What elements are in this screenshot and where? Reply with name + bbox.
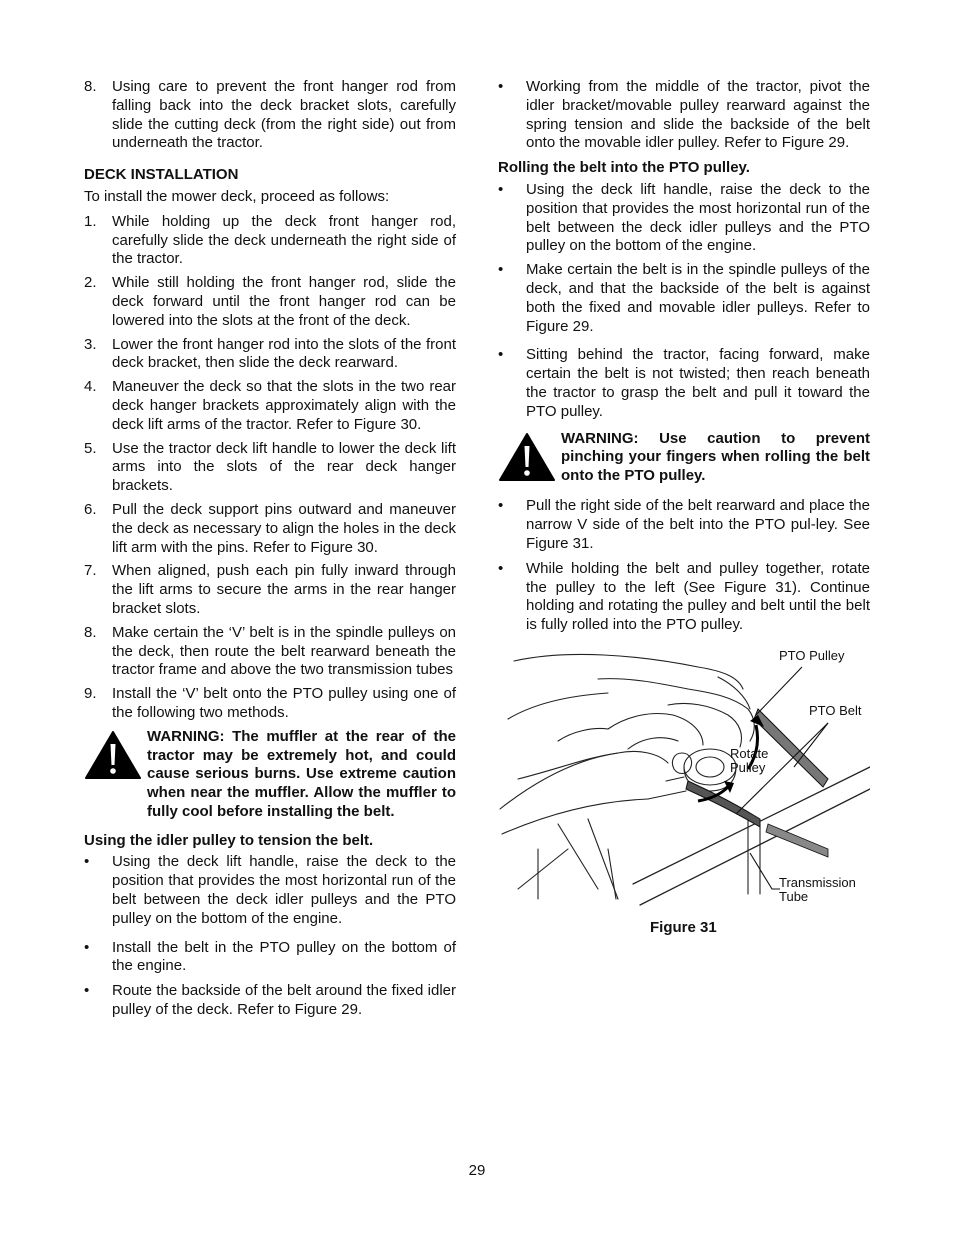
bullet-mark: •: [498, 497, 504, 515]
step-text: Pull the deck support pins outward and maneuver the deck as necessary to align the holes in the deck lift arm with the pins. Refer to Figure 30.: [112, 500, 456, 556]
muffler-warning: [84, 728, 456, 822]
step-text: Using care to prevent the front hanger rod from falling back into the deck bracket slots, carefully slide the cutting deck (from the right side) out from underneath the tractor.: [112, 78, 456, 152]
step-text: When aligned, push each pin fully inward through the lift arms to secure the arms in the rear hanger bracket slots.: [112, 562, 456, 617]
idler-bullet-2: [84, 939, 456, 977]
step-number: 7.: [84, 562, 97, 580]
step-number: 8.: [84, 78, 97, 95]
rotate-pulley-bullet: [498, 560, 870, 635]
pinch-warning: [498, 430, 870, 488]
step-number: 6.: [84, 500, 97, 518]
bullet-mark: •: [84, 853, 90, 871]
bullet-mark: •: [498, 346, 504, 364]
right-column: [498, 78, 870, 938]
step-number: 4.: [84, 378, 97, 396]
bullet-text: Working from the middle of the tractor, pivot the idler bracket/movable pulley rearward against the spring tension and slide the backside of the belt onto the movable idler pulley. Refer to Figure 29.: [526, 78, 870, 152]
step-text: Make certain the ‘V’ belt is in the spindle pulleys on the deck, then route the belt rearward beneath the tractor frame and above the two transmission tubes: [112, 623, 456, 679]
install-step-5: [84, 440, 456, 496]
figure-caption: Figure 31: [650, 918, 717, 936]
install-step-9: [84, 685, 456, 723]
idler-bullet-3: [84, 982, 456, 1020]
pivot-bullet: [498, 78, 870, 153]
transmission-tube-label-1: Transmission: [779, 874, 856, 890]
bullet-text: Pull the right side of the belt rearward and place the narrow V side of the belt into the PTO pul-ley. See Figure 31.: [526, 497, 870, 552]
step-text: While holding up the deck front hanger rod, carefully slide the deck underneath the right side of the tractor.: [112, 212, 456, 268]
bullet-text: Route the backside of the belt around the fixed idler pulley of the deck. Refer to Figure 29.: [112, 982, 456, 1019]
bullet-mark: •: [498, 261, 504, 279]
bullet-text: While holding the belt and pulley together, rotate the pulley to the left (See Figure 31). Continue holding and rotating the pulley and belt until the belt is fully rolled into the PTO pulley.: [526, 559, 870, 634]
pull-belt-bullet: [498, 497, 870, 553]
bullet-text: Make certain the belt is in the spindle pulleys of the deck, and that the backside of the belt is against both the fixed and movable idler pulleys. Refer to Figure 29.: [526, 261, 870, 335]
rolling-bullet-1: [498, 181, 870, 256]
install-step-7: [84, 562, 456, 618]
bullet-mark: •: [498, 180, 504, 198]
step-number: 1.: [84, 212, 97, 230]
warning-text: WARNING: Use caution to prevent pinching your fingers when rolling the belt onto the PTO pulley.: [561, 429, 870, 485]
step-number: 8.: [84, 623, 97, 641]
install-step-4: [84, 378, 456, 434]
bullet-mark: •: [498, 559, 504, 577]
warning-triangle-icon: [498, 430, 561, 488]
step-text: Lower the front hanger rod into the slots of the front deck bracket, then slide the deck rearward.: [112, 335, 456, 372]
rotate-pulley-label-2: Pulley: [730, 759, 766, 775]
idler-bullet-1: [84, 853, 456, 928]
step-text: Install the ‘V’ belt onto the PTO pulley using one of the following two methods.: [112, 685, 456, 721]
warning-text: WARNING: The muffler at the rear of the tractor may be extremely hot, and could cause serious burns. Use extreme caution when near the muffler. Allow the muffler to fully cool before installing the belt.: [147, 727, 456, 820]
bullet-mark: •: [498, 78, 504, 95]
page-number: 29: [468, 1162, 486, 1179]
bullet-text: Install the belt in the PTO pulley on the bottom of the engine.: [112, 938, 456, 975]
bullet-mark: •: [84, 938, 90, 956]
deck-installation-heading: DECK INSTALLATION: [84, 166, 239, 184]
step-number: 3.: [84, 335, 97, 353]
install-step-6: [84, 501, 456, 557]
step-number: 2.: [84, 274, 97, 292]
install-step-2: [84, 274, 456, 330]
step-text: Use the tractor deck lift handle to lower the deck lift arms into the slots of the rear deck hanger brackets.: [112, 439, 456, 495]
install-step-3: [84, 336, 456, 374]
rolling-bullet-3: [498, 346, 870, 421]
deck-installation-intro: To install the mower deck, proceed as follows:: [84, 187, 390, 205]
bullet-text: Sitting behind the tractor, facing forward, make certain the belt is not twisted; then reach beneath the tractor to grasp the belt and pull it toward the PTO pulley.: [526, 346, 870, 420]
rolling-bullet-2: [498, 261, 870, 336]
step-8-removal: [84, 78, 456, 153]
warning-triangle-icon: [84, 728, 147, 786]
step-number: 5.: [84, 439, 97, 457]
transmission-tube-label-2: Tube: [779, 888, 809, 904]
bullet-text: Using the deck lift handle, raise the deck to the position that provides the most horizontal run of the belt between the deck idler pulleys and the PTO pulley on the bottom of the engine.: [112, 853, 456, 927]
figure-31: [498, 649, 870, 911]
install-step-8: [84, 624, 456, 680]
rolling-belt-heading: Rolling the belt into the PTO pulley.: [498, 159, 750, 177]
install-step-1: [84, 213, 456, 269]
step-text: Maneuver the deck so that the slots in the two rear deck hanger brackets approximately align with the deck lift arms of the tractor. Refer to Figure 30.: [112, 378, 456, 433]
idler-pulley-heading: Using the idler pulley to tension the belt.: [84, 831, 374, 849]
bullet-text: Using the deck lift handle, raise the deck to the position that provides the most horizontal run of the belt between the deck idler pulleys and the PTO pulley on the bottom of the engine.: [526, 180, 870, 255]
step-number: 9.: [84, 685, 97, 703]
pto-pulley-label: PTO Pulley: [779, 647, 845, 663]
rotate-pulley-label-1: Rotate: [730, 745, 769, 761]
pto-belt-label: PTO Belt: [809, 702, 862, 718]
figure-31-illustration: [498, 649, 870, 911]
step-text: While still holding the front hanger rod, slide the deck forward until the front hanger rod can be lowered into the slots at the front of the deck.: [112, 274, 456, 329]
bullet-mark: •: [84, 982, 90, 1000]
left-column: [84, 78, 456, 1025]
